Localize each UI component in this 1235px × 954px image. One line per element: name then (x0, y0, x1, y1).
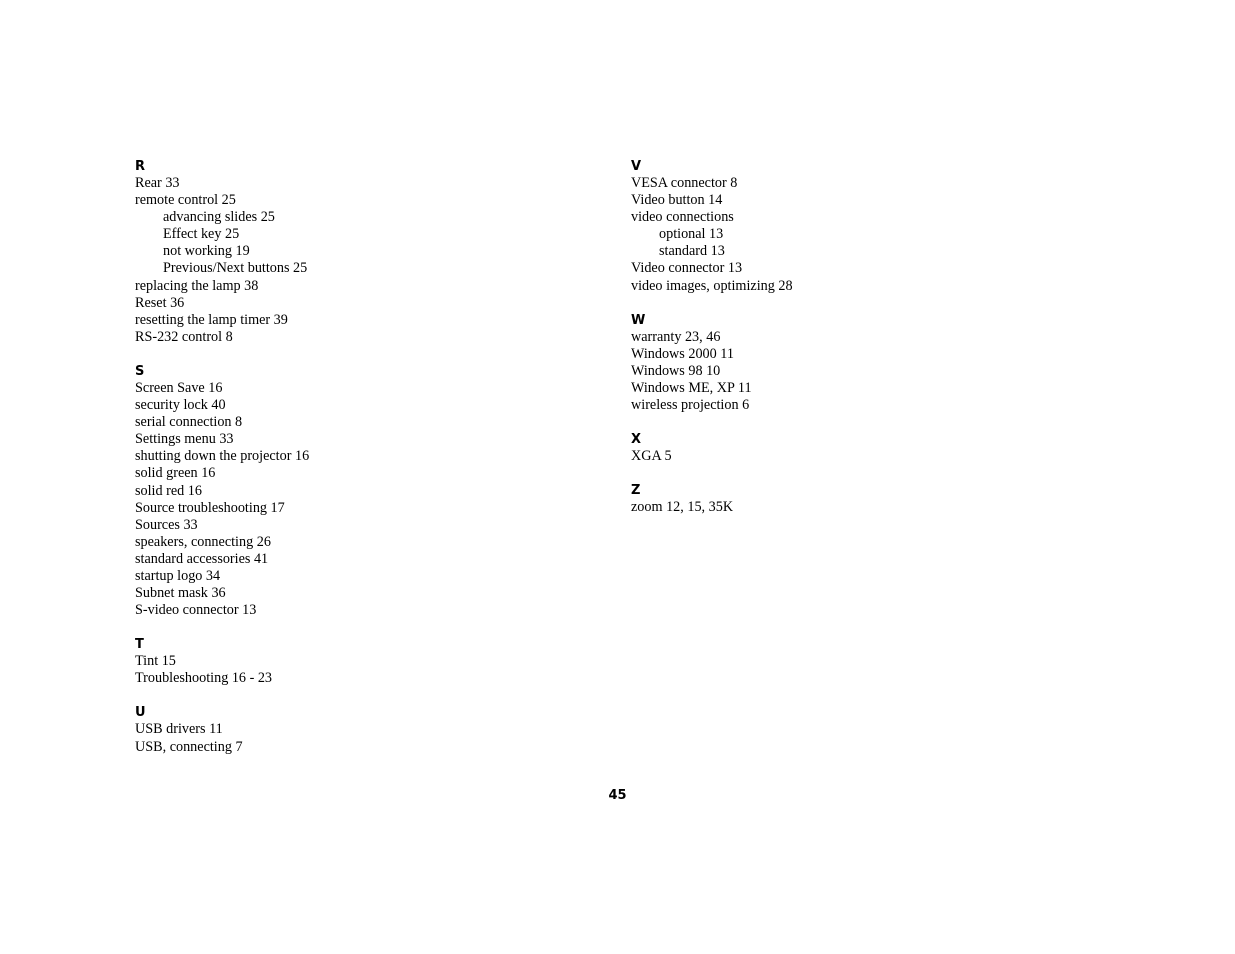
section-letter: U (135, 705, 146, 721)
section-letter: T (135, 637, 144, 653)
index-entry: zoom 12, 15, 35K (631, 499, 734, 516)
section-letter: V (631, 159, 642, 174)
index-entry: Source troubleshooting 17 (135, 499, 285, 516)
index-entry: replacing the lamp 38 (135, 277, 259, 294)
index-entry: resetting the lamp timer 39 (135, 311, 288, 328)
index-entry: solid red 16 (135, 482, 202, 499)
index-entry: Sources 33 (135, 516, 198, 533)
index-entry: Reset 36 (135, 294, 185, 311)
index-entry: video connections (631, 209, 734, 226)
index-subentry: advancing slides 25 (163, 209, 275, 226)
index-section-u (135, 704, 575, 755)
index-entry: solid green 16 (135, 465, 216, 482)
index-entry: Rear 33 (135, 175, 180, 191)
index-entry: Troubleshooting 16 - 23 (135, 670, 273, 687)
index-entry: Tint 15 (135, 653, 176, 670)
index-section-r (135, 158, 575, 346)
index-entry: security lock 40 (135, 397, 226, 414)
index-subentry: optional 13 (659, 226, 724, 243)
index-entry: XGA 5 (631, 448, 672, 465)
section-letter: X (631, 432, 642, 448)
index-entry: Video button 14 (631, 192, 723, 209)
section-letter: R (135, 159, 146, 174)
index-entry: Video connector 13 (631, 260, 743, 277)
index-entry: wireless projection 6 (631, 397, 750, 414)
section-letter: Z (631, 483, 641, 499)
index-section-t (135, 636, 575, 687)
index-entry: speakers, connecting 26 (135, 533, 271, 550)
index-entry: USB drivers 11 (135, 721, 223, 738)
index-entry: video images, optimizing 28 (631, 277, 793, 294)
section-letter: W (631, 312, 646, 328)
index-entry: startup logo 34 (135, 567, 221, 584)
index-column-right (631, 158, 1071, 533)
index-entry: warranty 23, 46 (631, 328, 721, 345)
index-column-left (135, 158, 575, 773)
index-entry: VESA connector 8 (631, 175, 738, 191)
index-entry: Windows 2000 11 (631, 345, 734, 362)
index-subentry: Effect key 25 (163, 226, 240, 243)
index-entry: Windows 98 10 (631, 362, 721, 379)
index-entry: Screen Save 16 (135, 379, 223, 396)
section-letter: S (135, 363, 145, 379)
index-entry: shutting down the projector 16 (135, 448, 310, 465)
index-entry: USB, connecting 7 (135, 738, 243, 755)
index-section-s (135, 363, 575, 619)
index-subentry: Previous/Next buttons 25 (163, 260, 308, 277)
index-section-v (631, 158, 1071, 295)
index-subentry: standard 13 (659, 243, 725, 260)
index-entry: RS-232 control 8 (135, 328, 233, 345)
index-section-w (631, 312, 1071, 414)
index-entry: serial connection 8 (135, 414, 243, 431)
index-entry: remote control 25 (135, 192, 236, 209)
index-section-x (631, 431, 1071, 465)
page-number: 45 (608, 788, 627, 803)
index-entry: standard accessories 41 (135, 550, 269, 567)
index-entry: S-video connector 13 (135, 602, 257, 619)
index-entry: Settings menu 33 (135, 431, 234, 448)
index-entry: Windows ME, XP 11 (631, 379, 752, 396)
index-section-z (631, 482, 1071, 516)
index-subentry: not working 19 (163, 243, 250, 260)
index-entry: Subnet mask 36 (135, 585, 226, 602)
